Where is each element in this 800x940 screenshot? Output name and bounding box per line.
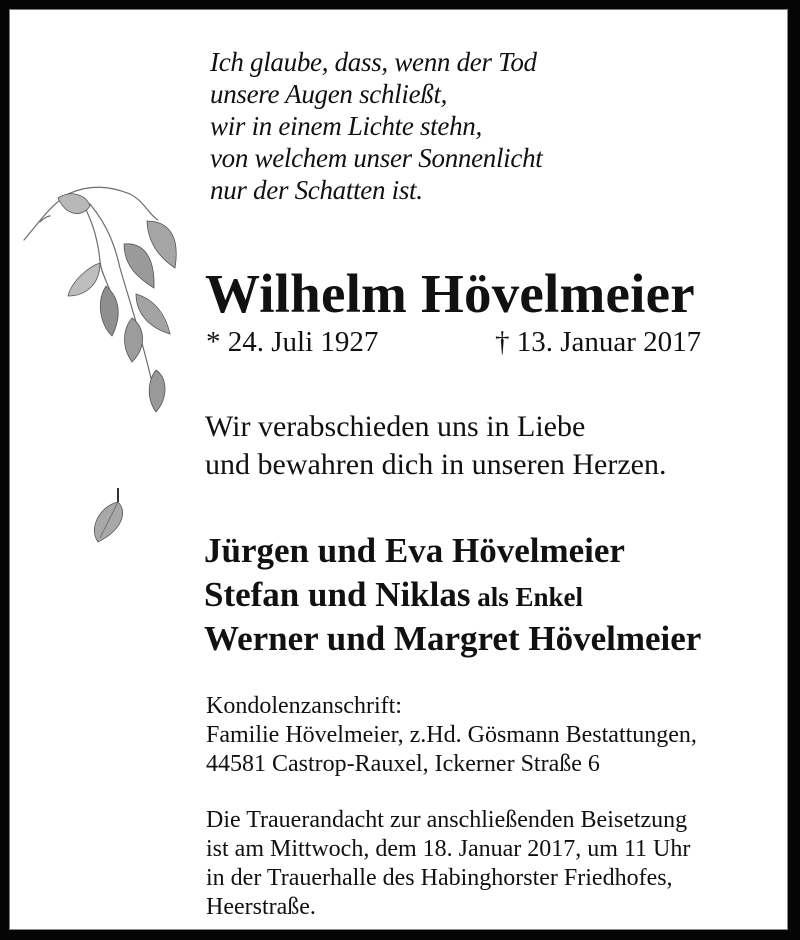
farewell-message [205,408,666,484]
service-line: in der Trauerhalle des Habinghorster Friedhofes, [206,865,673,891]
falling-leaf-icon [82,484,132,546]
farewell-line: Wir verabschieden uns in Liebe [205,410,586,443]
address-line: Familie Hövelmeier, z.Hd. Gösmann Bestattungen, [206,722,697,748]
poem [210,46,542,206]
poem-line: unsere Augen schließt, [210,79,448,109]
mourner-names: Jürgen und Eva Hövelmeier [204,531,625,570]
poem-line: wir in einem Lichte stehn, [210,111,482,141]
poem-line: Ich glaube, dass, wenn der Tod [210,47,537,77]
death-date: † 13. Januar 2017 [495,326,702,358]
service-line: Die Trauerandacht zur anschließenden Beisetzung [206,807,688,833]
mourner-relation: als Enkel [470,582,584,612]
mourner-line [204,573,701,617]
birth-date: * 24. Juli 1927 [206,326,379,358]
service-line: Heerstraße. [206,894,316,920]
farewell-line: und bewahren dich in unseren Herzen. [205,448,667,481]
obituary-page [9,9,788,930]
mourner-line [204,617,701,661]
condolence-address [206,692,697,779]
poem-line: nur der Schatten ist. [210,175,423,205]
mourners-list [204,529,701,661]
mourner-names: Werner und Margret Hövelmeier [204,619,702,658]
condolence-label: Kondolenzanschrift: [206,693,402,719]
deceased-name: Wilhelm Hövelmeier [205,263,695,324]
address-line: 44581 Castrop-Rauxel, Ickerner Straße 6 [206,751,600,777]
mourner-names: Stefan und Niklas [204,575,471,614]
mourner-line [204,529,701,573]
service-info [206,806,690,922]
poem-line: von welchem unser Sonnenlicht [210,143,543,173]
hanging-birch-branch-icon [20,176,190,416]
service-line: ist am Mittwoch, dem 18. Januar 2017, um 11 Uhr [206,836,691,862]
